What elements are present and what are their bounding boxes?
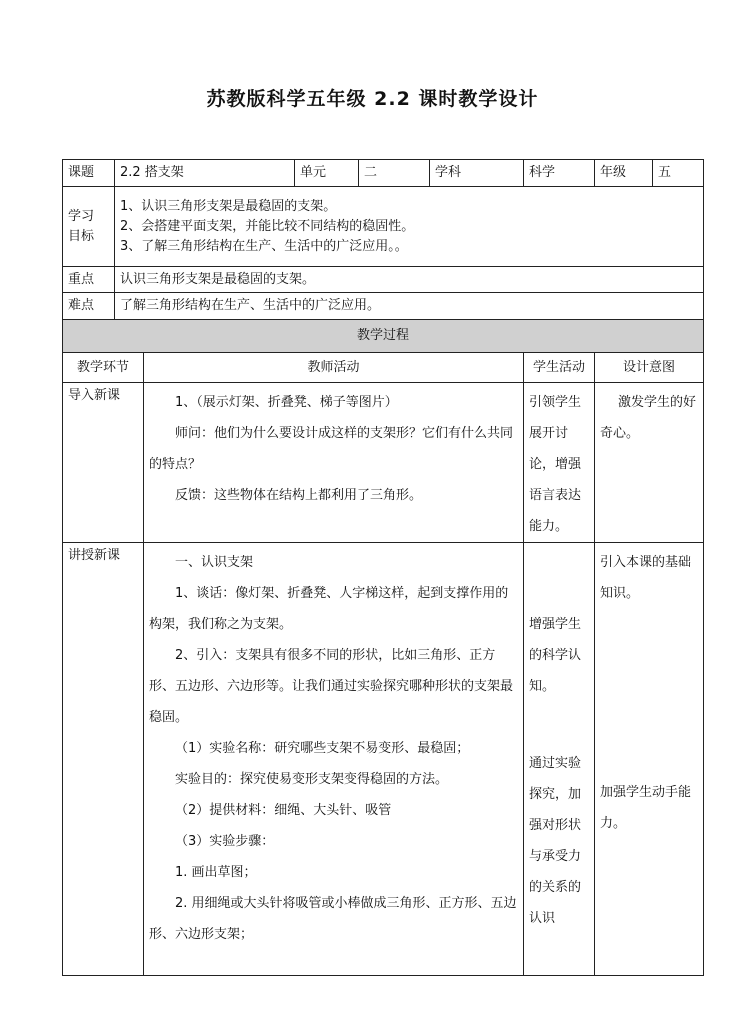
grade-value: 五	[653, 160, 704, 187]
process-header: 教学过程	[63, 320, 704, 353]
student-cell	[524, 543, 595, 976]
subject-value: 科学	[524, 160, 595, 187]
column-header-teacher: 教师活动	[144, 353, 524, 383]
difficulty-row	[63, 293, 704, 320]
teacher-para: 1、（展示灯架、折叠凳、梯子等图片）	[175, 395, 398, 410]
teacher-para: 一、认识支架	[175, 555, 254, 570]
teacher-cell	[144, 383, 524, 543]
goals-content	[115, 187, 704, 267]
intent-cell	[595, 543, 704, 976]
goals-row	[63, 187, 704, 267]
lesson-value: 2.2 搭支架	[115, 160, 295, 187]
stage-cell: 导入新课	[63, 383, 144, 543]
goal-item: 1、认识三角形支架是最稳固的支架。	[120, 198, 337, 214]
lesson-label: 课题	[63, 160, 115, 187]
teacher-para: 师问：他们为什么要设计成这样的支架形？它们有什么共同的特点？	[149, 426, 514, 472]
student-cell	[524, 383, 595, 543]
column-header-stage: 教学环节	[63, 353, 144, 383]
table-row	[63, 543, 704, 976]
intent-cell	[595, 383, 704, 543]
stage-cell: 讲授新课	[63, 543, 144, 976]
goal-item: 2、会搭建平面支架，并能比较不同结构的稳固性。	[120, 218, 415, 234]
teacher-para: 反馈：这些物体在结构上都利用了三角形。	[175, 488, 423, 503]
difficulty-value: 了解三角形结构在生产、生活中的广泛应用。	[115, 293, 704, 320]
column-header-student: 学生活动	[524, 353, 595, 383]
key-point-value: 认识三角形支架是最稳固的支架。	[115, 267, 704, 293]
teacher-para: 1. 画出草图；	[175, 865, 257, 880]
info-row	[63, 160, 704, 187]
grade-label: 年级	[595, 160, 653, 187]
key-point-label: 重点	[63, 267, 115, 293]
goal-item: 3、了解三角形结构在生产、生活中的广泛应用。。	[120, 238, 408, 254]
goals-label	[63, 187, 115, 267]
intent-text: 激发学生的好奇心。	[600, 395, 697, 441]
teacher-para: 1、谈话：像灯架、折叠凳、人字梯这样，起到支撑作用的构架，我们称之为支架。	[149, 586, 509, 632]
teacher-para: （2）提供材料：细绳、大头针、吸管	[175, 803, 392, 818]
student-text: 引领学生展开讨论，增强语言表达能力。	[529, 395, 582, 534]
intent-text: 引入本课的基础知识。	[600, 555, 692, 601]
column-header-row	[63, 353, 704, 383]
subject-label: 学科	[430, 160, 524, 187]
teacher-para: （3）实验步骤：	[175, 834, 275, 849]
unit-label: 单元	[295, 160, 359, 187]
student-text: 增强学生的科学认知。	[529, 617, 582, 694]
page-title: 苏教版科学五年级 2.2 课时教学设计	[206, 88, 539, 110]
student-text: 通过实验探究，加强对形状与承受力的关系的认识	[529, 756, 582, 926]
process-header-row	[63, 320, 704, 353]
goals-label-line2: 目标	[68, 228, 95, 244]
lesson-plan-table	[62, 159, 704, 976]
teacher-para: 2、引入：支架具有很多不同的形状，比如三角形、正方形、五边形、六边形等。让我们通过实验探究哪种形状的支架最稳固。	[149, 648, 514, 725]
intent-text: 加强学生动手能力。	[600, 785, 692, 831]
goals-label-line1: 学习	[68, 208, 95, 224]
key-point-row	[63, 267, 704, 293]
unit-value: 二	[359, 160, 430, 187]
column-header-intent: 设计意图	[595, 353, 704, 383]
difficulty-label: 难点	[63, 293, 115, 320]
teacher-para: 实验目的：探究使易变形支架变得稳固的方法。	[175, 772, 449, 787]
teacher-cell	[144, 543, 524, 976]
teacher-para: 2. 用细绳或大头针将吸管或小棒做成三角形、正方形、五边形、六边形支架；	[149, 896, 517, 942]
table-row	[63, 383, 704, 543]
teacher-para: （1）实验名称：研究哪些支架不易变形、最稳固；	[175, 741, 470, 756]
